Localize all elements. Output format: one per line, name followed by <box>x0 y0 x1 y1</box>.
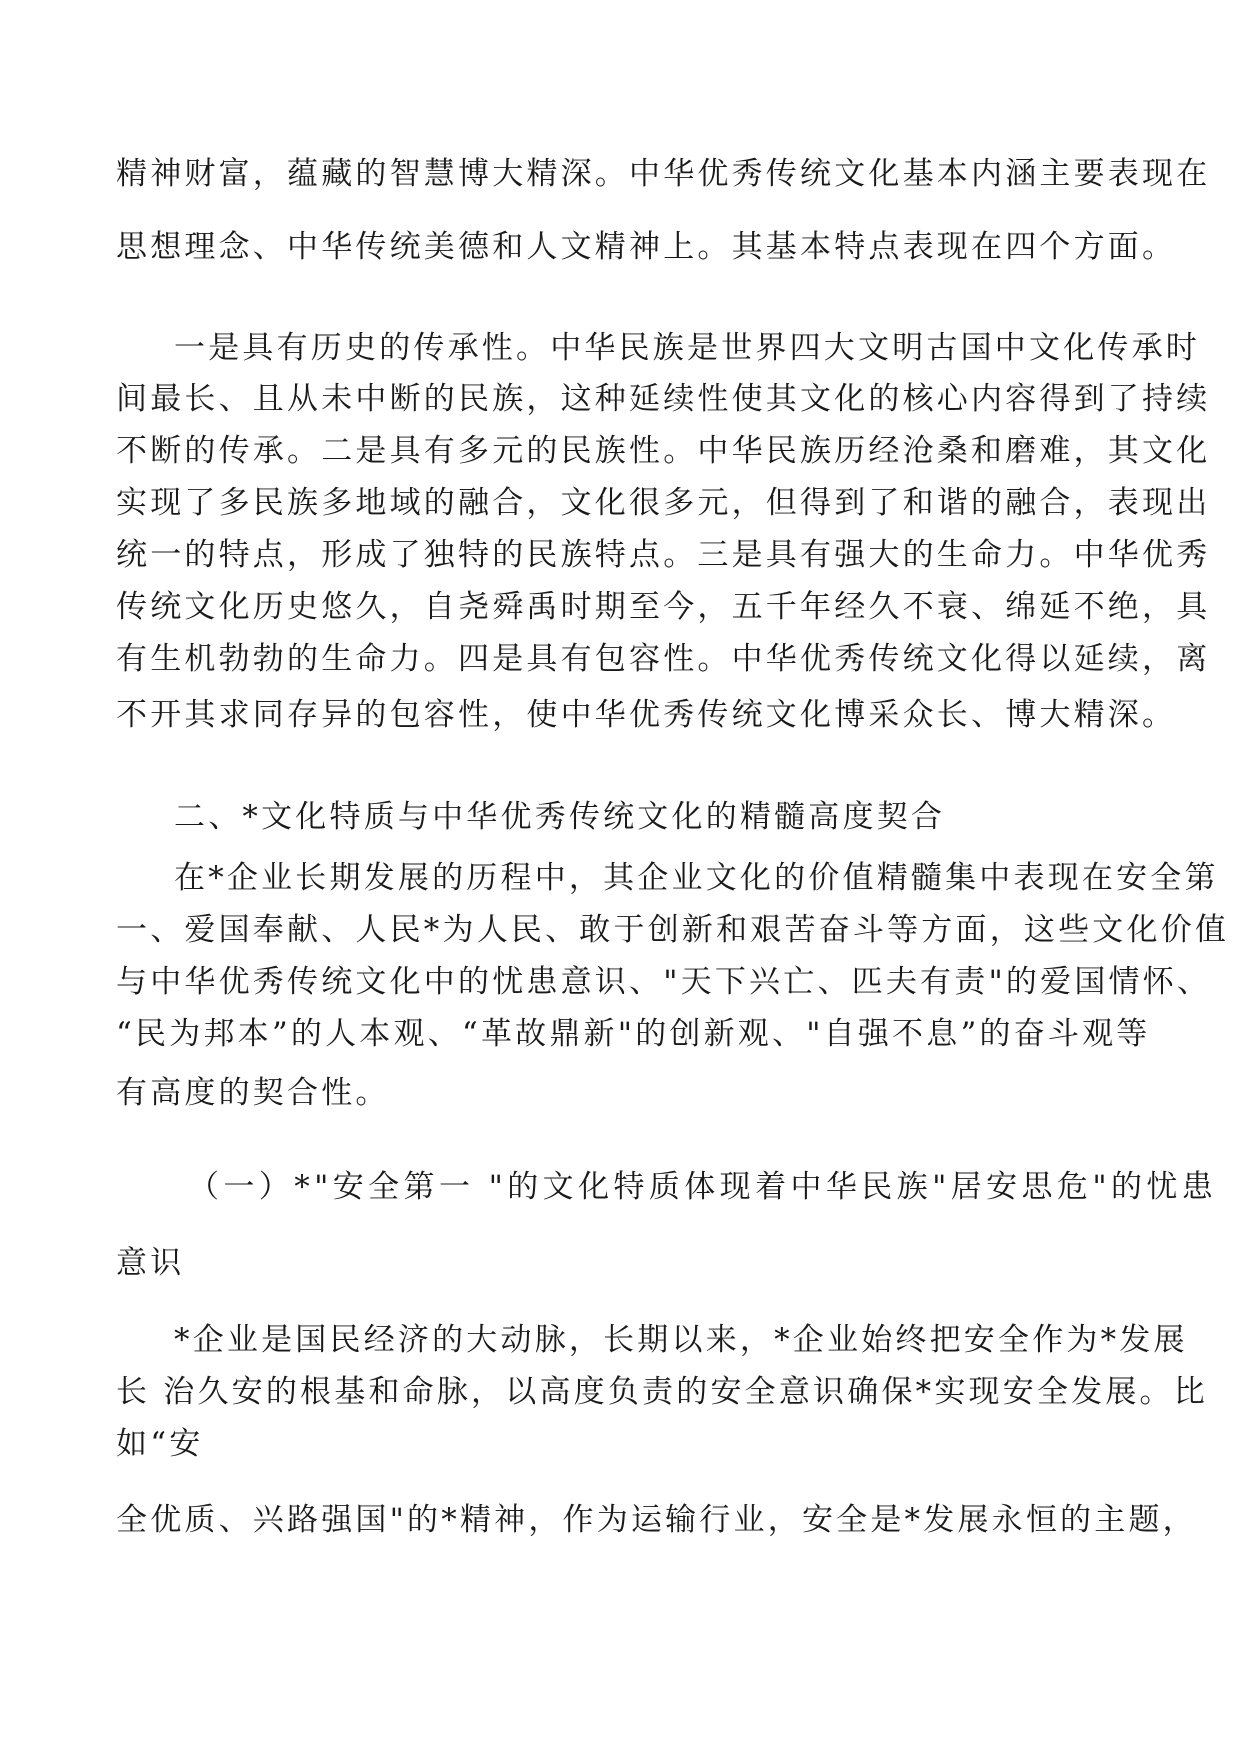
paragraph-line: 思想理念、中华传统美德和人文精神上。其基本特点表现在四个方面。 <box>116 229 1177 265</box>
paragraph-line: 统一的特点，形成了独特的民族特点。三是具有强大的生命力。中华优秀 <box>116 537 1211 573</box>
paragraph-line: 不断的传承。二是具有多元的民族性。中华民族历经沧桑和磨难，其文化 <box>116 433 1211 469</box>
paragraph-line: 实现了多民族多地域的融合，文化很多元，但得到了和谐的融合，表现出 <box>116 485 1211 521</box>
paragraph-line: 全优质、兴路强国"的*精神，作为运输行业，安全是*发展永恒的主题， <box>116 1502 1197 1538</box>
paragraph-line: 间最长、且从未中断的民族，这种延续性使其文化的核心内容得到了持续 <box>116 381 1211 417</box>
paragraph-line: *企业是国民经济的大动脉，长期以来，*企业始终把安全作为*发展 <box>174 1322 1188 1358</box>
subsection-heading: 意识 <box>116 1245 185 1281</box>
paragraph-line: 一、爱国奉献、人民*为人民、敢于创新和艰苦奋斗等方面，这些文化价值 <box>116 912 1230 948</box>
paragraph-line: 传统文化历史悠久，自尧舜禹时期至今，五千年经久不衰、绵延不绝，具 <box>116 589 1211 625</box>
paragraph-line: 不开其求同存异的包容性，使中华优秀传统文化博采众长、博大精深。 <box>116 697 1177 733</box>
subsection-heading: （一）*"安全第一 "的文化特质体现着中华民族"居安思危"的忧患 <box>188 1169 1218 1205</box>
paragraph-line: 有高度的契合性。 <box>116 1075 390 1111</box>
paragraph-line: 如“安 <box>116 1426 204 1462</box>
paragraph-line: 在*企业长期发展的历程中，其企业文化的价值精髓集中表现在安全第 <box>174 860 1219 896</box>
paragraph-line: 一是具有历史的传承性。中华民族是世界四大文明古国中文化传承时 <box>174 330 1200 366</box>
paragraph-line: 有生机勃勃的生命力。四是具有包容性。中华优秀传统文化得以延续，离 <box>116 641 1211 677</box>
section-heading: 二、*文化特质与中华优秀传统文化的精髓高度契合 <box>174 799 946 835</box>
paragraph-line: 精神财富，蕴藏的智慧博大精深。中华优秀传统文化基本内涵主要表现在 <box>116 156 1211 192</box>
paragraph-line: 长 治久安的根基和命脉，以高度负责的安全意识确保*实现安全发展。比 <box>116 1374 1208 1410</box>
paragraph-line: 与中华优秀传统文化中的忧患意识、"天下兴亡、匹夫有责"的爱国情怀、 <box>116 964 1212 1000</box>
paragraph-line: “民为邦本”的人本观、“革故鼎新"的创新观、"自强不息”的奋斗观等 <box>116 1016 1151 1052</box>
